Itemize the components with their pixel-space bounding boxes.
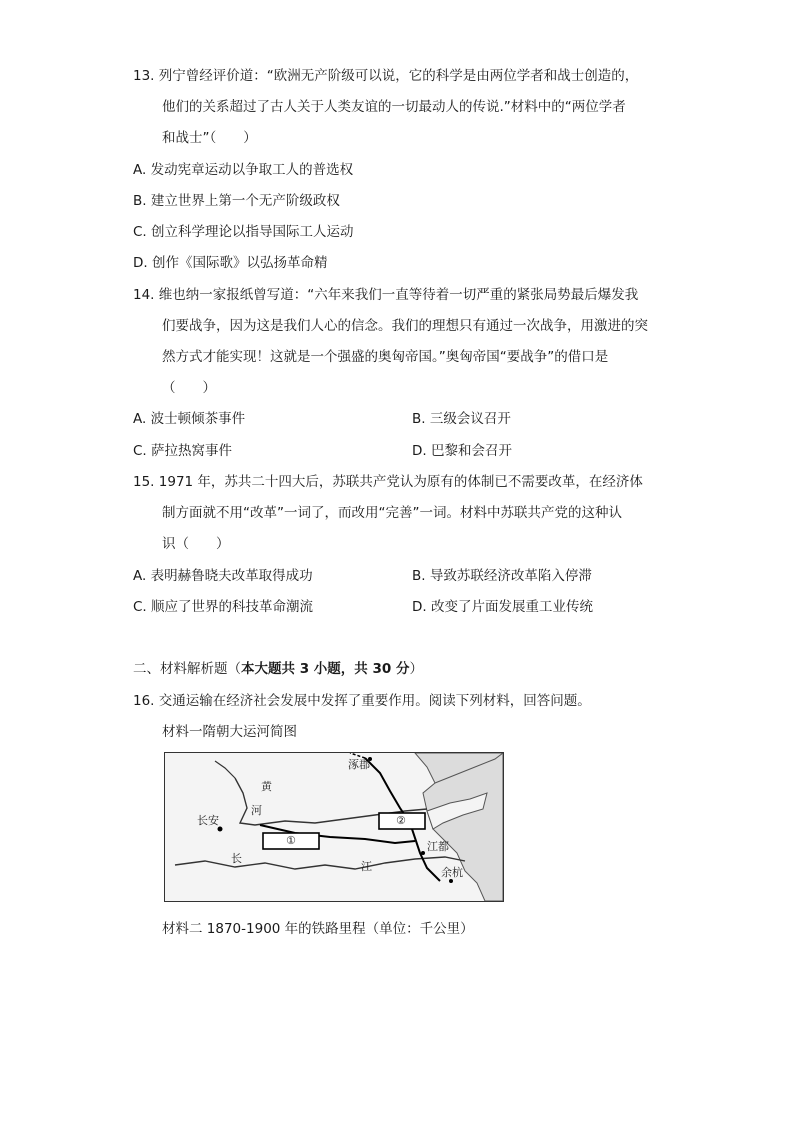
grand-canal-map — [164, 752, 504, 902]
q15-line-1: 15. 1971 年，苏共二十四大后，苏联共产党认为原有的体制已不需要改革，在经济体 — [133, 474, 643, 490]
q16-material-1-caption: 材料一隋朝大运河简图 — [162, 724, 297, 740]
q15-option-d[interactable]: D. 改变了片面发展重工业传统 — [412, 599, 593, 615]
q13-option-a[interactable]: A. 发动宪章运动以争取工人的普选权 — [133, 162, 354, 178]
q13-option-c[interactable]: C. 创立科学理论以指导国际工人运动 — [133, 224, 354, 240]
q15-line-3: 识（ ） — [162, 536, 230, 552]
q13-line-3: 和战士”（ ） — [162, 130, 257, 146]
section-heading — [133, 659, 423, 679]
q16-line-1: 16. 交通运输在经济社会发展中发挥了重要作用。阅读下列材料，回答问题。 — [133, 693, 591, 709]
q14-line-4: （ ） — [162, 380, 216, 396]
q15-option-a[interactable]: A. 表明赫鲁晓夫改革取得成功 — [133, 568, 313, 584]
map-box-marker-1: ① — [286, 834, 296, 847]
q15-option-c[interactable]: C. 顺应了世界的科技革命潮流 — [133, 599, 314, 615]
map-label-yuhang: 余杭 — [441, 866, 463, 879]
map-label-chang: 长 — [231, 852, 242, 865]
q14-line-2: 们要战争，因为这是我们人心的信念。我们的理想只有通过一次战争，用激进的突 — [162, 318, 648, 334]
map-label-huang: 黄 — [261, 780, 272, 793]
q13-line-2: 他们的关系超过了古人关于人类友谊的一切最动人的传说.”材料中的“两位学者 — [162, 99, 626, 115]
section-heading-bold: 本大题共 3 小题，共 30 分 — [241, 661, 410, 677]
map-label-jiang: 江 — [361, 860, 372, 873]
q14-option-c[interactable]: C. 萨拉热窝事件 — [133, 443, 233, 459]
q14-line-1: 14. 维也纳一家报纸曾写道：“六年来我们一直等待着一切严重的紧张局势最后爆发我 — [133, 287, 639, 303]
q14-option-b[interactable]: B. 三级会议召开 — [412, 411, 511, 427]
map-label-changan: 长安 — [197, 814, 219, 827]
map-box-marker-2: ② — [396, 814, 406, 827]
q14-option-a[interactable]: A. 波士顿倾茶事件 — [133, 411, 246, 427]
q13-line-1: 13. 列宁曾经评价道：“欧洲无产阶级可以说，它的科学是由两位学者和战士创造的， — [133, 68, 639, 84]
q16-material-2-caption: 材料二 1870-1900 年的铁路里程（单位：千公里） — [162, 921, 474, 937]
map-label-jiangdu: 江都 — [427, 840, 449, 853]
q14-option-d[interactable]: D. 巴黎和会召开 — [412, 443, 512, 459]
q13-option-d[interactable]: D. 创作《国际歌》以弘扬革命精 — [133, 255, 328, 271]
q15-line-2: 制方面就不用“改革”一词了，而改用“完善”一词。材料中苏联共产党的这种认 — [162, 505, 622, 521]
q13-option-b[interactable]: B. 建立世界上第一个无产阶级政权 — [133, 193, 340, 209]
q15-option-b[interactable]: B. 导致苏联经济改革陷入停滞 — [412, 568, 592, 584]
q14-line-3: 然方式才能实现！这就是一个强盛的奥匈帝国。”奥匈帝国“要战争”的借口是 — [162, 349, 609, 365]
section-heading-prefix: 二、材料解析题（ — [133, 661, 241, 677]
map-label-zhuojun: 涿郡 — [348, 758, 370, 771]
section-heading-suffix: ） — [409, 661, 423, 677]
map-label-he: 河 — [251, 804, 262, 817]
